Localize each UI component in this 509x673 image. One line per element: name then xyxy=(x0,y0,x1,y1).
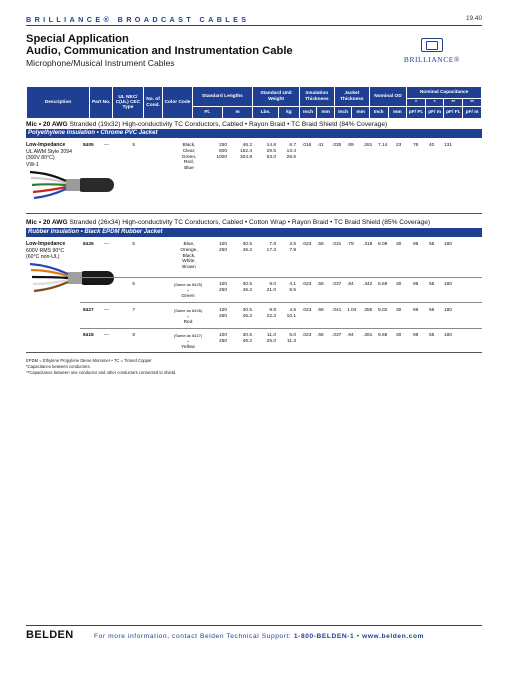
color-code-8418: (Same as 8427) + Yellow xyxy=(173,333,203,350)
top-divider xyxy=(26,25,482,26)
lengths-ft-8427: 100 250 xyxy=(218,308,227,319)
top-header xyxy=(26,15,484,25)
unit-m: m xyxy=(222,107,252,119)
section2-heading: Mic • 20 AWG Stranded (26x34) High-conductivity TC Conductors, Cabled • Cotton Wrap • Rayon Braid • TC Braid Shield (85% Coverage) xyxy=(26,219,431,226)
section-divider xyxy=(26,213,482,214)
lengths-ft-8425: 100 250 xyxy=(218,242,227,253)
col-color-code: Color Code xyxy=(163,87,192,119)
weight-kg-8418: 5.0 11.3 xyxy=(287,333,296,344)
col-ul-nec: UL NEC/ C(UL) CEC Type xyxy=(113,87,143,119)
unit-inch: Inch xyxy=(369,107,388,119)
unit-mm: mm xyxy=(352,107,370,119)
table-row-8425: 8425 — 5 .023 .58 .031 .79 .318 8.08 30 98 55 180 xyxy=(83,242,453,247)
lengths-m-8426: 30.5 46.2 xyxy=(242,282,252,293)
unit-mm: mm xyxy=(317,107,335,119)
cable-8425-illustration xyxy=(28,262,116,294)
footnote: *Capacitance between conductors. xyxy=(26,364,91,369)
brand-line: BRILLIANCE® BROADCAST CABLES xyxy=(26,15,250,24)
unit-ft: Ft. xyxy=(192,107,222,119)
section1-bar: Polyethylene Insulation • Chrome PVC Jacket xyxy=(26,129,482,138)
weight-kg-8426: 4.1 9.5 xyxy=(289,282,296,293)
page-number: 19.40 xyxy=(466,15,482,22)
row-divider xyxy=(80,277,482,278)
row-divider xyxy=(80,328,482,329)
col-num-cond: No. of Cond. xyxy=(143,87,163,119)
color-code-8405: Black, Clear, Green, Red, Blue xyxy=(181,143,197,172)
brilliance-logo-icon xyxy=(421,38,443,52)
page-subtitle: Microphone/Musical Instrument Cables xyxy=(26,58,175,68)
cable-8405-illustration xyxy=(28,170,116,200)
unit-inch: Inch xyxy=(299,107,316,119)
cap-star: * xyxy=(425,99,444,107)
col-nominal-capacitance: Nominal Capacitance xyxy=(407,87,482,99)
belden-logo: BELDEN xyxy=(26,629,74,641)
spec-table-header xyxy=(26,86,482,119)
cap-double-star: ** xyxy=(444,99,463,107)
unit-inch: Inch xyxy=(334,107,351,119)
website-link[interactable]: www.belden.com xyxy=(362,633,425,640)
page-title-line1: Special Application xyxy=(26,33,129,45)
row-divider xyxy=(80,302,482,303)
col-nominal-od: Nominal OD xyxy=(369,87,406,107)
section1-description: Low-Impedance UL AWM Style 2094 (300V 80°C) VW-1 xyxy=(26,142,73,168)
section1-heading: Mic • 20 AWG Stranded (19x32) High-conductivity TC Conductors, Cabled • Rayon Braid • TC Braid Shield (84% Coverage) xyxy=(26,121,388,128)
weight-lbs-8405: 14.8 29.5 63.0 xyxy=(266,143,276,160)
unit-lbs: Lbs. xyxy=(253,107,279,119)
footnotes xyxy=(26,358,176,376)
unit-mm: mm xyxy=(388,107,407,119)
weight-lbs-8418: 11.0 25.0 xyxy=(266,333,276,344)
weight-kg-8425: 3.5 7.8 xyxy=(289,242,296,253)
brilliance-logo xyxy=(398,38,466,68)
col-description: Description xyxy=(27,87,90,119)
unit-pf-ft: pF/ Ft. xyxy=(444,107,463,119)
weight-lbs-8425: 7.8 17.3 xyxy=(266,242,276,253)
weight-kg-8405: 6.7 13.4 28.6 xyxy=(286,143,296,160)
color-code-8425: Blue, Orange, Black, White, Brown xyxy=(180,242,198,271)
table-row-8426: 8426 — 6 .023 .58 .037 .94 .342 8.69 30 98 55 180 xyxy=(83,282,453,287)
col-insulation-thickness: Insulation Thickness xyxy=(299,87,334,107)
lengths-m-8418: 30.5 46.2 xyxy=(242,333,252,344)
footer-contact: For more information, contact Belden Technical Support: 1-800-BELDEN-1 • www.belden.com xyxy=(94,633,425,640)
lengths-m-8405: 46.2 152.4 304.8 xyxy=(239,143,252,160)
color-code-8426: (Same as 8425) + Green xyxy=(173,282,203,299)
col-part-no: Part No. xyxy=(89,87,112,119)
table-row-8418: 8418 — 8 .023 .58 .037 .94 .381 9.68 30 98 55 180 xyxy=(83,333,453,338)
table-row-8427: 8427 — 7 .023 .58 .041 1.04 .355 9.02 30 98 55 180 xyxy=(83,308,453,313)
weight-kg-8427: 4.5 10.1 xyxy=(286,308,296,319)
footer-divider xyxy=(26,625,482,626)
brilliance-logo-text: BRILLIANCE® xyxy=(403,55,461,64)
unit-kg: kg xyxy=(278,107,299,119)
lengths-ft-8418: 100 250 xyxy=(218,333,227,344)
unit-pf-m: pF/ m xyxy=(463,107,482,119)
page-title-line2: Audio, Communication and Instrumentation Cable xyxy=(26,45,293,57)
footnote: EPDM = Ethylene Propylene Diene Monomer • TC = Tinned Copper xyxy=(26,358,152,363)
col-jacket-thickness: Jacket Thickness xyxy=(334,87,369,107)
weight-lbs-8426: 9.0 21.0 xyxy=(266,282,276,293)
col-standard-unit-weight: Standard Unit Weight xyxy=(253,87,300,107)
lengths-m-8427: 30.5 46.2 xyxy=(242,308,252,319)
unit-pf-ft: pF/ Ft. xyxy=(407,107,426,119)
col-standard-lengths: Standard Lengths xyxy=(192,87,253,107)
color-code-8427: (Same as 8426) + Red xyxy=(173,308,203,325)
section2-bar: Rubber Insulation • Black EPDM Rubber Jacket xyxy=(26,228,482,237)
lengths-ft-8405: 250 500 1000 xyxy=(216,143,227,160)
table-row-8405: 8405 — 5 xyxy=(83,143,135,148)
lengths-ft-8426: 100 250 xyxy=(218,282,227,293)
unit-pf-m: pF/ m xyxy=(425,107,444,119)
footnote: **Capacitance between one conductor and other conductors connected to shield. xyxy=(26,370,177,375)
section-divider xyxy=(26,352,482,353)
cap-star: * xyxy=(407,99,426,107)
cap-double-star: ** xyxy=(463,99,482,107)
weight-lbs-8427: 9.8 22.3 xyxy=(266,308,276,319)
support-phone: 1-800-BELDEN-1 xyxy=(293,633,355,640)
section2-description: Low-Impedance 600V RMS 90°C (60°C non-UL) xyxy=(26,241,66,261)
lengths-m-8425: 30.5 46.2 xyxy=(242,242,252,253)
table-row-8405-dims: .016 .41 .035 .89 .281 7.14 23 76 40 131 xyxy=(302,143,453,148)
